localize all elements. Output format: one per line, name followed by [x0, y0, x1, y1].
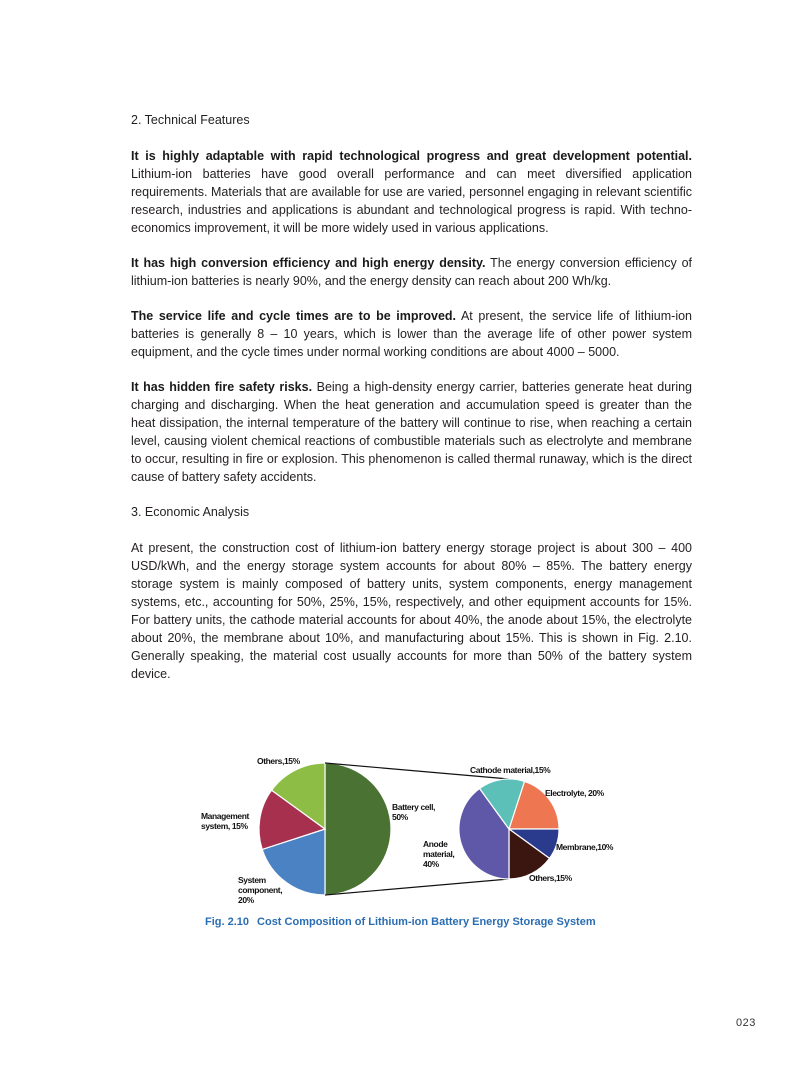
label-anode-material: Anode material, 40% [423, 839, 455, 869]
paragraph-efficiency [131, 254, 692, 290]
paragraph-lead: It has high conversion efficiency and high energy density. [131, 256, 486, 270]
figure-number: Fig. 2.10 [205, 916, 250, 928]
paragraph-lead: It is highly adaptable with rapid technological progress and great development potential. [131, 149, 692, 163]
label-others-left: Others,15% [257, 756, 300, 766]
paragraph-lead: The service life and cycle times are to be improved. [131, 309, 457, 323]
label-cathode-material: Cathode material,15% [470, 765, 551, 775]
paragraph-body: At present, the service life of lithium-ion batteries is generally 8 – 10 years, which is lower than the average life of other power system equipment, and the cycle times under normal working conditions are about 4000 – 5000. [131, 309, 693, 359]
paragraph-economic [131, 539, 692, 683]
figure-title: Cost Composition of Lithium-ion Battery Energy Storage System [257, 916, 596, 928]
right-pie [459, 779, 559, 879]
figure-cost-composition [195, 750, 635, 940]
label-electrolyte: Electrolyte, 20% [545, 788, 604, 798]
slice-battery-cell [325, 763, 391, 895]
label-membrane: Membrane,10% [556, 842, 614, 852]
paragraph-service-life [131, 307, 692, 361]
section-heading-economic-analysis: 3. Economic Analysis [131, 505, 250, 519]
label-others-right: Others,15% [529, 873, 572, 883]
paragraph-body: Lithium-ion batteries have good overall performance and can meet diversified application requirements. Materials that are available for use are varied, personnel engaging in relevant scientific research, industries and applications is abundant and technological progress is rapid. With techno-economics improvement, it will be more widely used in various applications. [131, 167, 692, 235]
section-heading-technical-features: 2. Technical Features [131, 113, 250, 127]
paragraph-body: At present, the construction cost of lithium-ion battery energy storage project is about 300 – 400 USD/kWh, and the energy storage system accounts for about 80% – 85%. The battery energy storage system is mainly composed of battery units, system components, energy management systems, etc., accounting for 50%, 25%, 15%, respectively, and other equipment accounts for 15%. For battery units, the cathode material accounts for about 40%, the anode about 15%, the electrolyte about 20%, the membrane about 10%, and manufacturing about 15%. This is shown in Fig. 2.10. Generally speaking, the material cost usually accounts for more than 50% of the battery system device. [131, 541, 692, 681]
paragraph-body: The energy conversion efficiency of lithium-ion batteries is nearly 90%, and the energy density can reach about 200 Wh/kg. [131, 256, 692, 288]
paragraph-adaptability [131, 147, 692, 237]
paragraph-lead: It has hidden fire safety risks. [131, 380, 313, 394]
paragraph-body: Being a high-density energy carrier, batteries generate heat during charging and discharging. When the heat generation and accumulation speed is greater than the heat dissipation, the internal temperature of the battery will continue to rise, when reaching a certain level, causing violent chemical reactions of combustible materials such as electrolyte and membrane to occur, resulting in fire or explosion. This phenomenon is called thermal runaway, which is the direct cause of battery safety accidents. [131, 380, 692, 484]
label-management-system: Management system, 15% [201, 811, 249, 831]
label-battery-cell: Battery cell, 50% [392, 802, 435, 822]
paragraph-fire-safety [131, 378, 692, 486]
figure-caption [205, 916, 596, 928]
page-body [131, 111, 692, 700]
label-system-component: System component, 20% [238, 875, 283, 905]
page-number: 023 [736, 1017, 756, 1029]
